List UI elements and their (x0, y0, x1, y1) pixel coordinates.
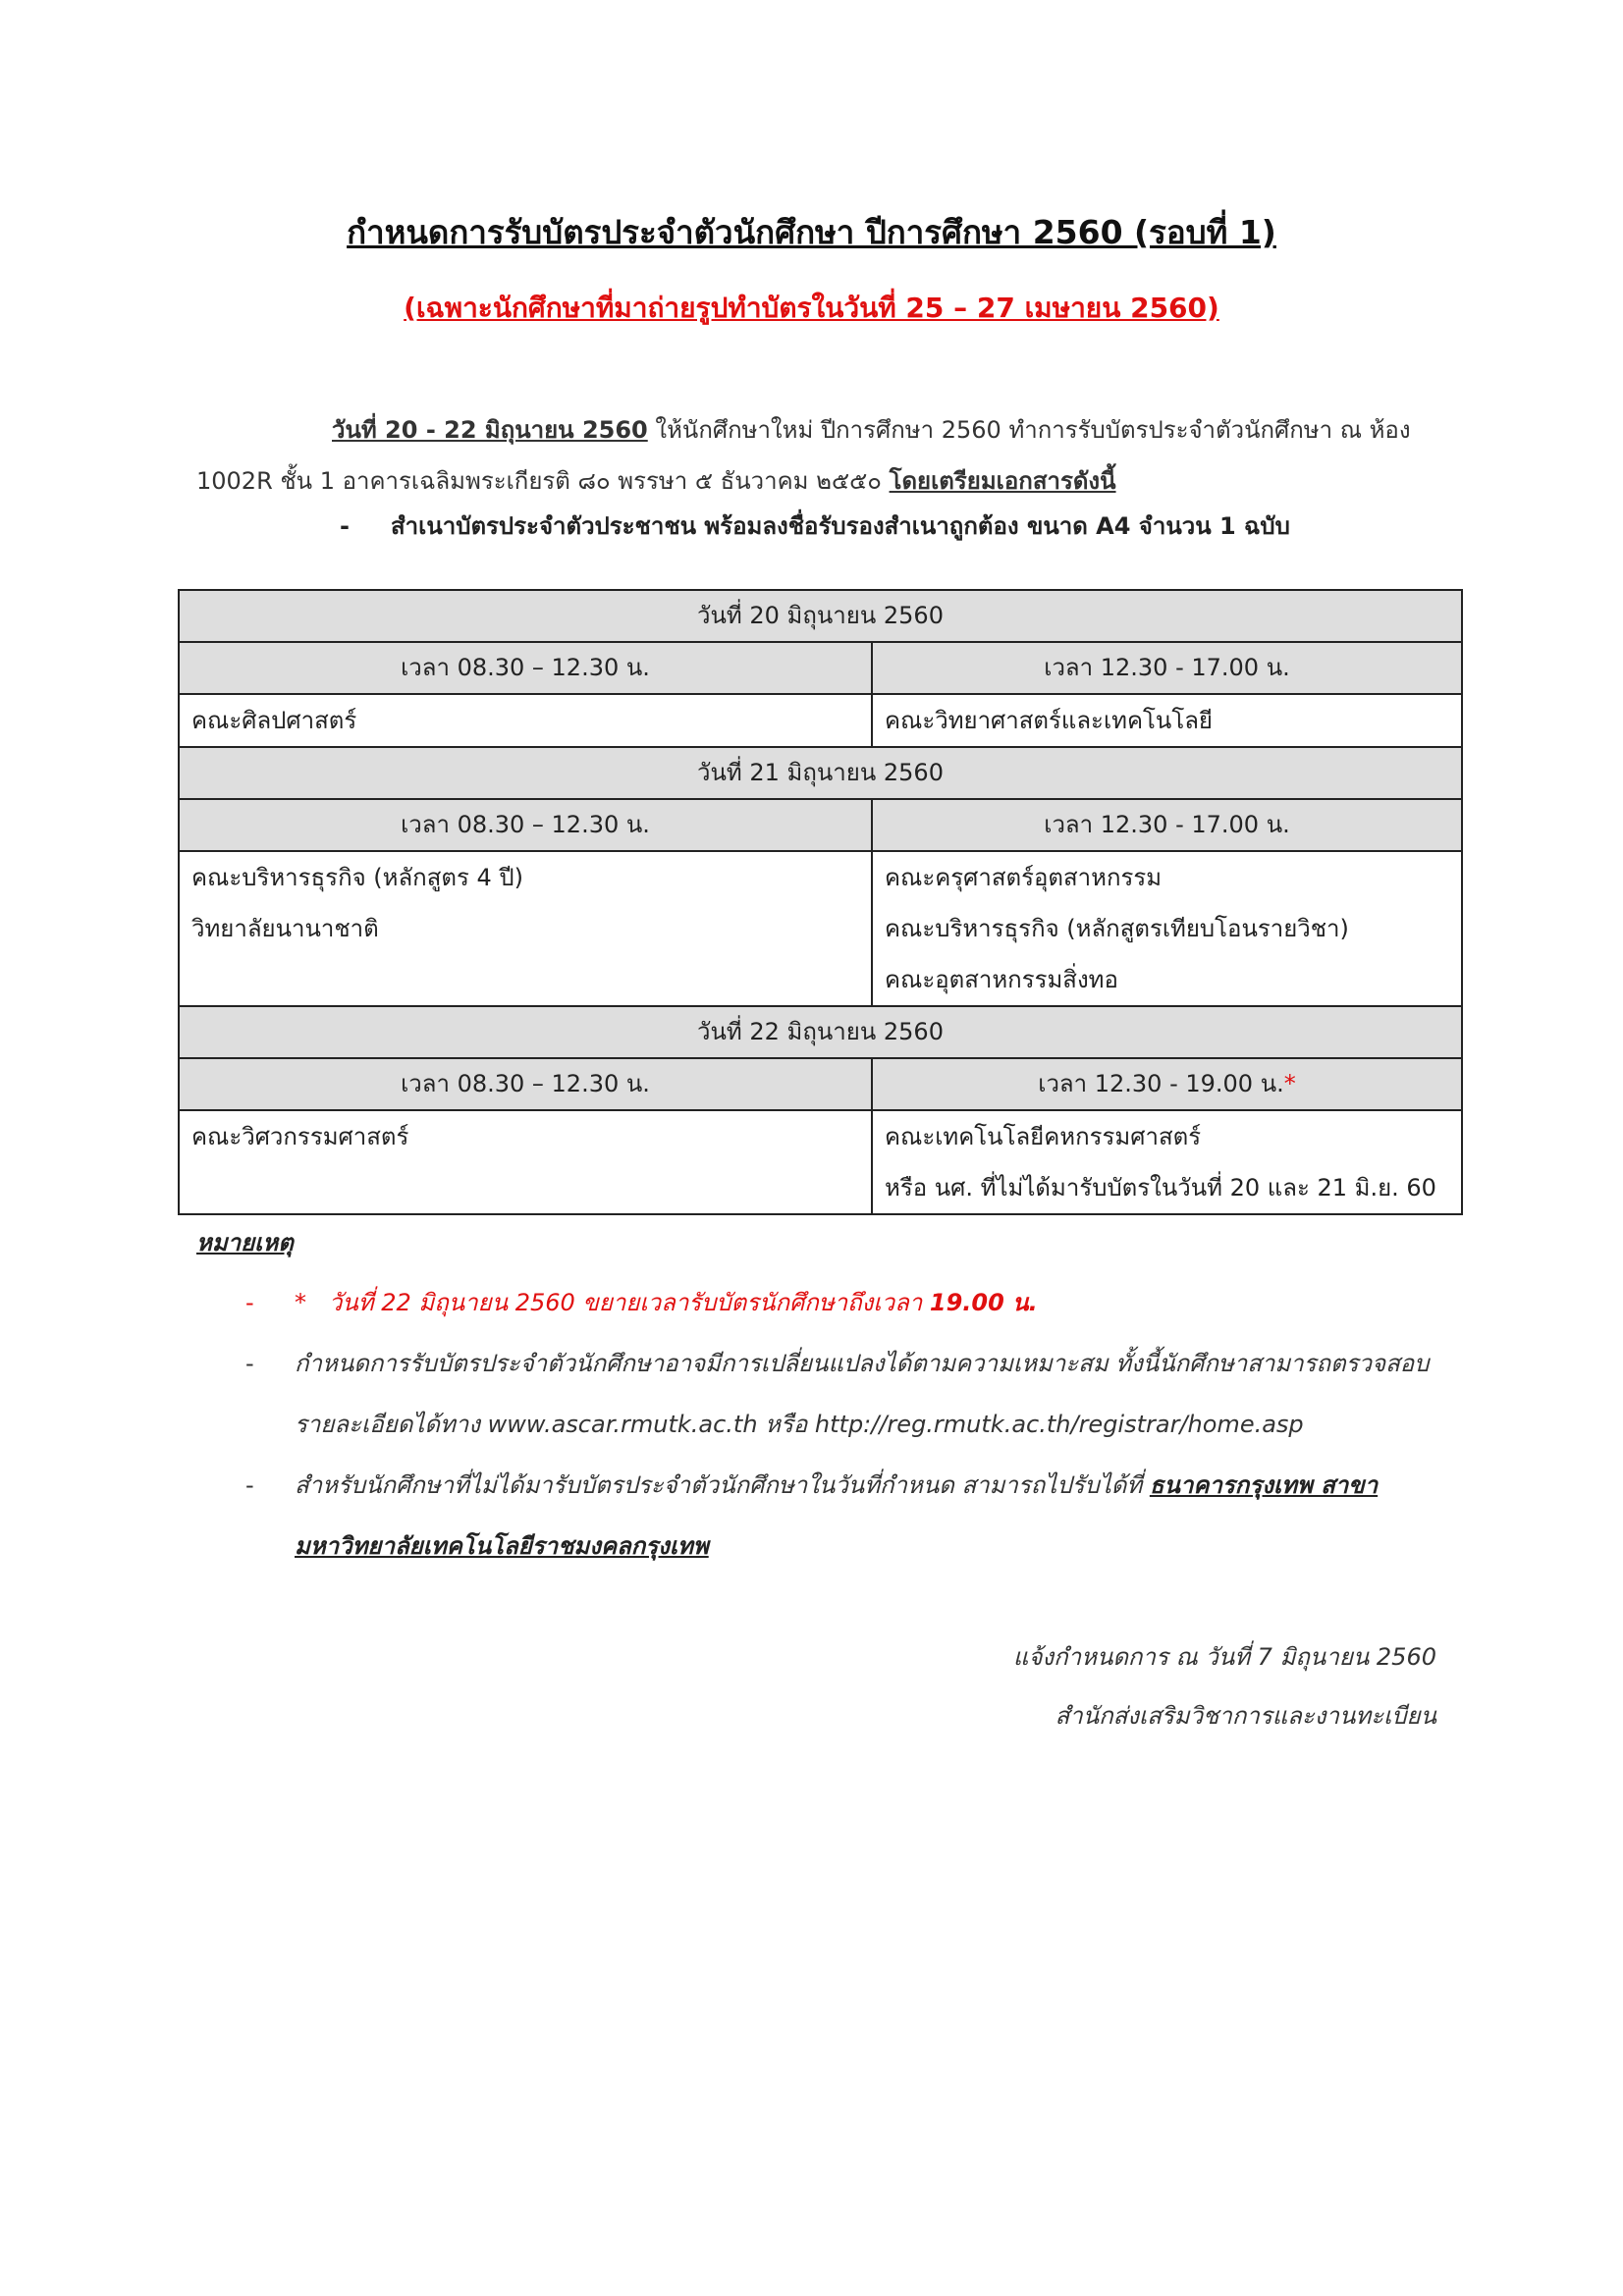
afternoon-time: เวลา 12.30 - 17.00 น. (872, 799, 1462, 851)
schedule-date: วันที่ 21 มิถุนายน 2560 (179, 747, 1462, 799)
faculty-item: คณะบริหารธุรกิจ (หลักสูตรเทียบโอนรายวิชา) (885, 915, 1349, 942)
note-dash: - (245, 1289, 254, 1316)
note-item (245, 1455, 1453, 1576)
note-item (245, 1272, 1453, 1333)
note-star: * (295, 1289, 306, 1316)
faculty-item: วิทยาลัยนานาชาติ (191, 915, 379, 942)
requirement-item (340, 507, 1290, 545)
faculty-item: คณะครุศาสตร์อุตสาหกรรม (885, 864, 1163, 891)
asterisk-mark: * (1283, 1070, 1296, 1097)
intro-text: ให้นักศึกษาใหม่ ปีการศึกษา 2560 ทำการรับบัตรประจำตัวนักศึกษา ณ ห้อง 1002R ชั้น 1 อาคารเฉลิมพระเกียรติ ๘๐ พรรษา ๕ ธันวาคม ๒๕๕๐ (196, 416, 1411, 495)
afternoon-time-text: เวลา 12.30 - 19.00 น. (1038, 1070, 1284, 1097)
table-row (179, 694, 1462, 747)
schedule-date: วันที่ 22 มิถุนายน 2560 (179, 1006, 1462, 1058)
table-row (179, 590, 1462, 642)
faculty-item: คณะศิลปศาสตร์ (191, 707, 357, 734)
note1-time: 19.00 น. (929, 1289, 1038, 1316)
afternoon-faculties (872, 694, 1462, 747)
page-title: กำหนดการรับบัตรประจำตัวนักศึกษา ปีการศึกษา 2560 (รอบที่ 1) (347, 213, 1276, 251)
table-row (179, 851, 1462, 1006)
morning-faculties (179, 1110, 872, 1214)
notes-heading: หมายเหตุ (196, 1229, 294, 1256)
page-subtitle: (เฉพาะนักศึกษาที่มาถ่ายรูปทำบัตรในวันที่ 25 – 27 เมษายน 2560) (404, 292, 1219, 324)
afternoon-time (872, 1058, 1462, 1110)
table-row (179, 799, 1462, 851)
faculty-item: หรือ นศ. ที่ไม่ได้มารับบัตรในวันที่ 20 และ 21 มิ.ย. 60 (885, 1174, 1436, 1201)
afternoon-time: เวลา 12.30 - 17.00 น. (872, 642, 1462, 694)
morning-time: เวลา 08.30 – 12.30 น. (179, 642, 872, 694)
note1-text: วันที่ 22 มิถุนายน 2560 ขยายเวลารับบัตรนักศึกษาถึงเวลา (328, 1289, 930, 1316)
intro-date-range: วันที่ 20 - 22 มิถุนายน 2560 (332, 416, 648, 444)
note-item (245, 1333, 1453, 1455)
faculty-item: คณะบริหารธุรกิจ (หลักสูตร 4 ปี) (191, 864, 523, 891)
intro-docs-label: โดยเตรียมเอกสารดังนี้ (889, 467, 1116, 495)
morning-time: เวลา 08.30 – 12.30 น. (179, 1058, 872, 1110)
table-row (179, 1058, 1462, 1110)
table-row (179, 1110, 1462, 1214)
faculty-item: คณะเทคโนโลยีคหกรรมศาสตร์ (885, 1123, 1202, 1150)
schedule-table (178, 589, 1463, 1215)
faculty-item: คณะวิทยาศาสตร์และเทคโนโลยี (885, 707, 1213, 734)
morning-faculties (179, 851, 872, 1006)
issuing-office: สำนักส่งเสริมวิชาการและงานทะเบียน (1055, 1702, 1436, 1730)
morning-faculties (179, 694, 872, 747)
table-row (179, 642, 1462, 694)
note3-bank: ธนาคารกรุงเทพ สาขามหาวิทยาลัยเทคโนโลยีราชมงคลกรุงเทพ (295, 1471, 1379, 1560)
faculty-item: คณะอุตสาหกรรมสิ่งทอ (885, 966, 1118, 993)
note-dash: - (245, 1350, 254, 1377)
schedule-date: วันที่ 20 มิถุนายน 2560 (179, 590, 1462, 642)
note3-text: สำหรับนักศึกษาที่ไม่ได้มารับบัตรประจำตัวนักศึกษาในวันที่กำหนด สามารถไปรับได้ที่ (295, 1471, 1150, 1499)
note2-text: กำหนดการรับบัตรประจำตัวนักศึกษาอาจมีการเปลี่ยนแปลงได้ตามความเหมาะสม ทั้งนี้นักศึกษาสามารถตรวจสอบรายละเอียดได้ทาง www.ascar.rmutk.ac.th หรือ http://reg.rmutk.ac.th/registrar/home.asp (295, 1350, 1430, 1438)
table-row (179, 1006, 1462, 1058)
announcement-date: แจ้งกำหนดการ ณ วันที่ 7 มิถุนายน 2560 (1012, 1643, 1436, 1671)
morning-time: เวลา 08.30 – 12.30 น. (179, 799, 872, 851)
afternoon-faculties (872, 851, 1462, 1006)
afternoon-faculties (872, 1110, 1462, 1214)
faculty-item: คณะวิศวกรรมศาสตร์ (191, 1123, 409, 1150)
note-dash: - (245, 1471, 254, 1499)
requirement-dash: - (340, 512, 350, 540)
intro-paragraph (196, 404, 1443, 507)
table-row (179, 747, 1462, 799)
requirement-text: สำเนาบัตรประจำตัวประชาชน พร้อมลงชื่อรับรองสำเนาถูกต้อง ขนาด A4 จำนวน 1 ฉบับ (391, 512, 1290, 540)
